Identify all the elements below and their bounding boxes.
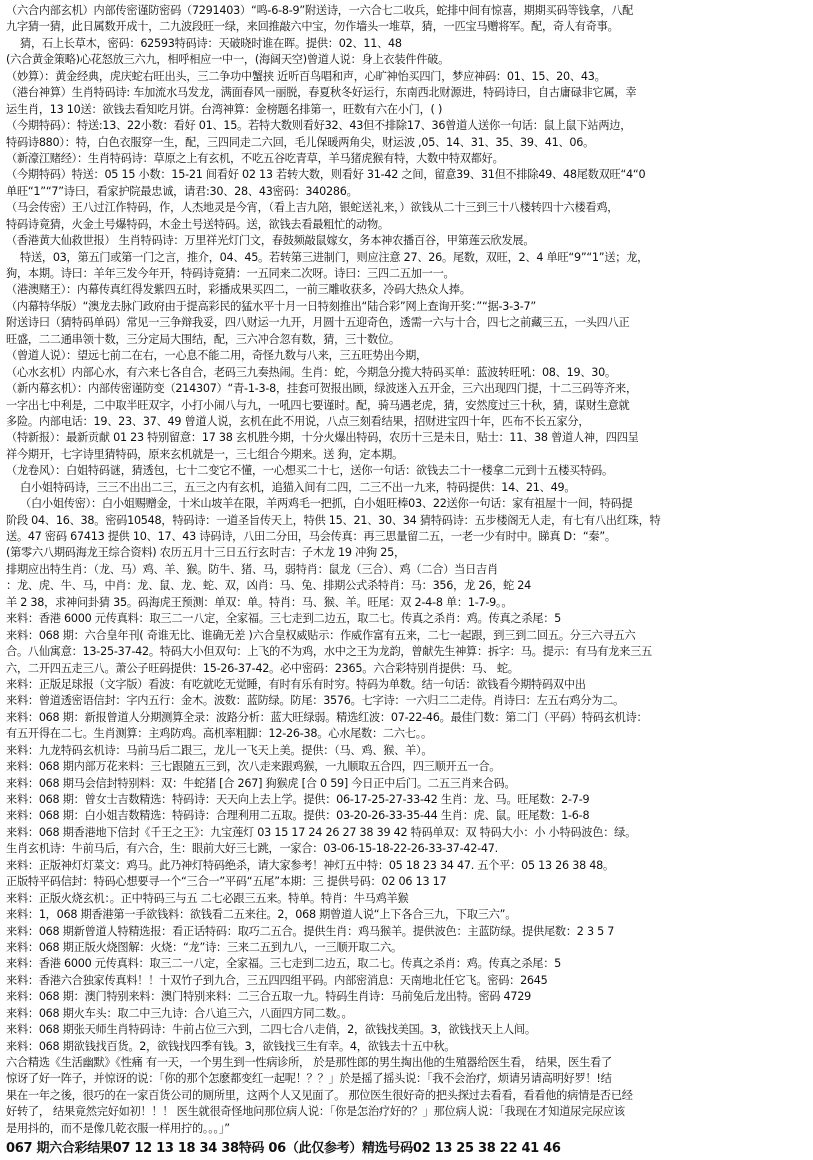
text-line: 来料：068 期内部万花来料：三七跟随五三到，次八走来跟鸡猴，一九顺取五合四，四三顺开五一合。 <box>6 760 501 774</box>
text-line: （妙算）：黄金经典，虎庆蛇右旺出头，三二争功中蟹挟 近听百鸟唱和声，心旷神怡买四门，梦应神码：01、15、20、43。 <box>6 69 606 83</box>
text-line: 来料：1，068 期香港第一手欲钱料：欲钱看二五来往。2，068 期曾道人说“上下各合三九，下取三六”。 <box>6 908 517 922</box>
text-line: 来料：曾道透密语信封：字内五行：金木。波数：蓝防绿。防尾：3576。七字诗：一六归二二走侍。肖诗曰：左五右鸡分为二。 <box>6 694 625 708</box>
text-line: 来料：068 期张天师生肖特码诗：牛前占位三六到，二四七合八走俏，2，欲钱找美国。3，欲钱找天上人间。 <box>6 1023 536 1037</box>
text-line: 羊 2 38，求神问卦猜 35。码海虎王预测：单双：单。特肖：马、猴、羊。旺尾：双 2-4-8 单：1-7-9。。 <box>6 595 513 609</box>
text-line: 来料：068 期：曾女士吉数精选：特码诗：天天向上去上学。提供：06-17-25-27-33-42 生肖：龙、马。旺尾数：2-7-9 <box>6 793 590 806</box>
text-line: 特码诗竟猜，火金土号爆特码，木金土号送特码。送，欲钱去看最粗忙的动物。 <box>6 217 389 231</box>
text-line: 运生肖，13 10送：欲钱去看知吃月饼。台湾神算：金榜题名排第一，旺数有六在小门，( ) <box>6 102 443 116</box>
text-line: 正版特平码信封：特码心想要寻一个“三合一”平码“五尾”本期：三 提供号码：02 06 13 17 <box>6 875 447 889</box>
text-line: 狗，本期。诗曰：羊年三发今年开，特码诗竟猜：一五同来二次呀。诗曰：三四二五加一一。 <box>6 267 455 280</box>
text-line: （内幕特华版）“澳龙去脉门政府由于提高彩民的猛水平十月一日特刻推出“陆合彩”网上查询开奖：”“据-3-3-7” <box>6 299 536 313</box>
text-line: 来料：068 期：澳门特别来料：澳门特别来料：二三合五取一九。特码生肖诗：马前兔后龙出特。密码 4729 <box>6 990 532 1004</box>
results-footer: 067 期六合彩结果07 12 13 18 34 38特码 06（此仅参考）精选号码02 13 25 38 22 41 46 <box>6 1141 561 1157</box>
text-line: （新内幕玄机）：内部传密谨防变（214307）“青-1-3-8，挂套可贺报出顾，绿波迷入五开金，三六出现四门提，十二三码等齐来， <box>6 382 637 396</box>
text-line: 来料：068 期：新报曾道人分期测算全录：波路分析：蓝大旺绿弱。精选红波：07-22-46。最佳门数：第二门（平码）特码玄机诗： <box>6 710 648 724</box>
text-line: 是用抖的，而不是像几乾衣服一样用拧的。。。」” <box>6 1121 230 1135</box>
lottery-info-sheet <box>6 3 807 1157</box>
text-line: （港澳赌王）：内幕传真红得发紫四五时，彩播成果买四二，一前三雕收获多，冷码大热众人捧。 <box>6 283 471 297</box>
text-line: （白小姐传密）：白小姐赐赠金，十米山坡羊在限，羊两鸡毛一把抓，白小姐旺棒03、22送你一句话：家有祖屋十一间，特码提 <box>20 497 633 511</box>
text-line: 猜，石上长草木，密码：62593特码诗：天破晓时谁在晖。提供：02、11、48 <box>20 36 402 50</box>
text-line: 旺盛，二二通串领十数，三分定局大围结，配，三六冲合忽有数，猜，三十数位。 <box>6 332 400 346</box>
text-line: 来料：068 期火车头：取二中三九诗：合八追三六，八面四方同二数。。 <box>6 1006 353 1020</box>
text-line: （六合内部玄机）内部传密谨防密码（7291403）“鸣-6-8-9”附送诗，一六合七二收兵，蛇排中间有惊喜，期期买码等钱拿，八配 <box>6 4 634 17</box>
text-line: （龙卷风）：白姐特码谜，猜透包，七十二变它不懂，一心想买二十七，送你一句话：欲钱去二十一楼拿二元到十五楼买特码。 <box>6 464 613 478</box>
text-line: 来料：正版火烧玄机：。正中特码三与五 二七必跟三五来。特单。特肖：牛马鸡羊猴 <box>6 891 409 905</box>
text-line: 来料：068 期欲钱找百货。2，欲钱找四季有钱。3，欲钱找三生有幸。4，欲钱去十五中秋。 <box>6 1039 456 1053</box>
text-line: 来料：068 期马会信封特别料：双：牛蛇猪 [合 267] 狗猴虎 [合 0 59] 今日正中后门。二五三肖来合码。 <box>6 776 516 790</box>
text-line: 单旺“1”“7”诗曰，看家护院最忠诚，请君:30、28、43密码：340286。 <box>6 184 358 198</box>
text-line: 多险。内部电话：19、23、37、49 曾道人说，玄机在此不用说，八点三刻看结果，招财进宝四十年，匹布不长五家分， <box>6 414 590 428</box>
text-line: 来料：068 期正版火烧图解：火烧：“龙”诗：三来二五到九八，一三顺开取二六。 <box>6 940 402 954</box>
text-line: （香港黄大仙救世报） 生肖特码诗：万里祥光灯门文，春鼓频敲鼠嫁女，务本神农播百谷，甲第莲云欣发展。 <box>6 234 535 248</box>
text-line: 一字出七中利是，二中取半旺双字，小打小闹八与九，一吼四七要谨时。配，骑马遇老虎，猜，安然度过三十秋，猜，谋财生意就 <box>6 398 630 412</box>
text-line: （心水玄机）内部心水，有六来七各自合，老码三九奏热闹。生肖：蛇，今期急分揽大特码买单：蓝波转旺吼：08、19、30。 <box>6 365 616 379</box>
text-line: （曾道人说）：望远七前二在右，一心息不能二用，奇怪九数与八来，三五旺势出今期， <box>6 349 427 363</box>
text-line: (第零六八期码海龙王综合资料) 农历五月十三日五行玄时吉：子木龙 19 冲狗 25， <box>6 546 405 560</box>
text-line: 来料：香港六合独家传真料！！十双竹子到九合，三五四四组平码。内部密消息：天南地北任它飞。密码：2645 <box>6 973 548 987</box>
text-line: 排期应出特生肖：（龙、马）鸡、羊、猴。防牛、猪、马，弱特肖：鼠龙（三合）、鸡（二合）当日吉肖 <box>6 562 498 576</box>
text-line: 特送，03，第五门或第一门之言，推介，04、45。若转第三进制门，则应注意 27、26。尾数，双旺，2、4 单旺“9”“1”送；龙， <box>20 250 649 264</box>
text-line: 特码诗880）：特，白色衣服穿一生，配，三四同走二六回，毛儿保暖两角尖，财运波 ,05、14、31、35、39、41、06。 <box>6 135 595 149</box>
text-line: 九字猜一猜，此日属数开成十，二九波段旺一绿，来回推敲六中宝，勿作墙头一堆草，猜，一匹宝马赠将军。配，奇人有奇事。 <box>6 20 619 34</box>
text-line: 惊讶了好一阵子，并惊讶的说：「你的那个怎麽都变红一起呢！？？」於是摇了摇头说：「我不会治疗，烦请另请高明好罗！!结 <box>6 1072 612 1086</box>
text-line: （今期特码）：特送:13、22小数：看好 01、15。若特大数则看好32、43但不排除17、36曾道人送你一句话：鼠上鼠下站两边， <box>6 119 632 133</box>
text-line: 六，二开四五走三八。萧公子旺码提供：15-26-37-42。必中密码：2365。六合彩特别肖提供：马、 蛇。 <box>6 661 519 675</box>
text-line: 来料：正版足球报（文字版）看波：有吃就吃无觉睡，有时有乐有时穷。特码为单数。结一句话：欲钱看今期特码双中出 <box>6 677 586 691</box>
text-line: 附送诗曰（猜特码单码）常见一三争辩我妥，四八财运一九开，月圆十五迎奇色，透需一六与十合，四七之前藏三五，一头四八正 <box>6 316 630 330</box>
text-line: 生肖玄机诗：牛前马后，有六合，生：眼前大好三七跳，一家合：03-06-15-18-22-26-33-37-42-47. <box>6 842 498 856</box>
text-line: 来料：香港 6000 元传真料：取三二一八定，全家福。三七走到二边五，取二七。传真之杀肖：鸡。传真之杀尾：5 <box>6 957 562 971</box>
text-line: 祥今期开，七字诗里猜特码，原来玄机就是一，三七组合今期来。送 狗，定本期。 <box>6 447 404 461</box>
text-line: 有五开得在二七。生肖测算：主鸡防鸡。高机率粗脚：12-26-38。心水尾数：二六七。。 <box>6 727 432 741</box>
text-line: 果在一年之後，很巧的在一家百货公司的厕所里，这两个人又见面了。 那位医生很好奇的把头探过去看看，看看他的病情是否已经 <box>6 1088 633 1102</box>
text-line: 来料：068 期：六合皇年刊( 奇谁无比、谁确无差 )六合皇权威贴示：作威作富有五来，二七一起跟，到三到二回五。分三六寻五六 <box>6 628 636 642</box>
text-line: 来料：068 期：白小姐吉数精选：特码诗：合理利用二五取。提供：03-20-26-33-35-44 生肖：虎、鼠。旺尾数：1-6-8 <box>6 809 590 823</box>
text-line: (六合黄金策略)心花怒放三六九，相呼相应一中一，(海阔天空)曾道人说：身上衣装件件破。 <box>6 53 450 67</box>
text-line: 来料：068 期香港地下信封《千王之王》：九宝莲灯 03 15 17 24 26 27 38 39 42 特码单双：双 特码大小：小 小特码波色：绿。 <box>6 825 637 839</box>
text-line: 来料：九龙特码玄机诗：马前马后二跟三，龙儿一飞天上美。提供：（马、鸡、猴、羊）。 <box>6 743 433 757</box>
text-line: 好转了， 结果竟然完好如初！！！ 医生就很奇怪地问那位病人说：「你是怎治疗好的？」那位病人说：「我现在才知道尿完尿应该 <box>6 1105 625 1119</box>
text-line: （马会传密）王八过江作特码，作，人杰地灵是今宵，（看上吉九陪，银蛇送礼来，）欲钱从二十三到三十八楼转四十六楼看鸡， <box>6 201 619 215</box>
text-line: 来料：正版神灯灯菜文：鸡马。此乃神灯特码绝杀，请大家参考！神灯五中特：05 18 23 34 47. 五个平：05 13 26 38 48。 <box>6 858 614 872</box>
text-line: 送。47 密码 67413 提供 10、17、43 诗码诗，八田二分田，马会传真：再三思量留二五，一老一少有时中。睇真 D：“秦”。 <box>6 530 616 543</box>
text-line: 来料：香港 6000 元传真料：取三二一八定，全家福。三七走到二边五，取二七。传真之杀肖：鸡。传真之杀尾：5 <box>6 612 562 626</box>
text-lines <box>6 3 807 1137</box>
text-line: （特新报）：最新贡献 01 23 特别留意：17 38 玄机胜今期，十分火爆出特码，农历十三是未日，贴士：11、38 曾道人神，四四呈 <box>6 431 639 445</box>
text-line: 阶段 04、16、38。密码10548，特码诗：一道圣旨传天上，特供 15、21、30、34 猜特码诗：五步楼阁无人走，有七有八出红珠，特 <box>6 513 661 527</box>
text-line: （新濠江赌经）：生肖特码诗：草原之上有玄机，不吃五谷吃青草，羊马猪虎猴有特，大数中特双都好。 <box>6 151 504 165</box>
text-line: （今期特码）特送：05 15 小数：15-21 间看好 02 13 若转大数，则看好 31-42 之间，留意39、31但不排除49、48尾数双旺“4“0 <box>6 168 646 182</box>
text-line: 合。八仙寓意：13-25-37-42。特码大小但双句：上飞的不为鸡，水中之王为龙韵，曾献先生神算：拆字：马。提示：有马有龙来三五 <box>6 645 652 659</box>
text-line: 白小姐特码诗，三三不出出二三，五三之内有玄机，追猫入间有二四，二三不出一九来，特码提供：14、21、49。 <box>20 480 576 494</box>
text-line: 来料：068 期新曾道人特精选报：看正话特码：取巧二五合。提供生肖：鸡马猴羊。提供波色：主蓝防绿。提供尾数：2 3 5 7 <box>6 924 615 938</box>
text-line: ：龙、虎、牛、马，中肖：龙、鼠、龙、蛇、双，凶肖：马、兔、排期公式杀特肖：马：356，龙 26，蛇 24 <box>6 579 532 593</box>
text-line: （港台神算）生肖特码诗: 车加流水马发龙，满面春风一丽脱，春夏秋冬好运行，东南西北财源进，特码诗曰，自古庸碌非它属，幸 <box>6 86 637 100</box>
text-line: 六合精选《生活幽默》《性痛 有一天，一个男生到一性病诊所， 於是那性郎的男生掏出他的生殖器给医生看， 结果，医生看了 <box>6 1056 612 1069</box>
